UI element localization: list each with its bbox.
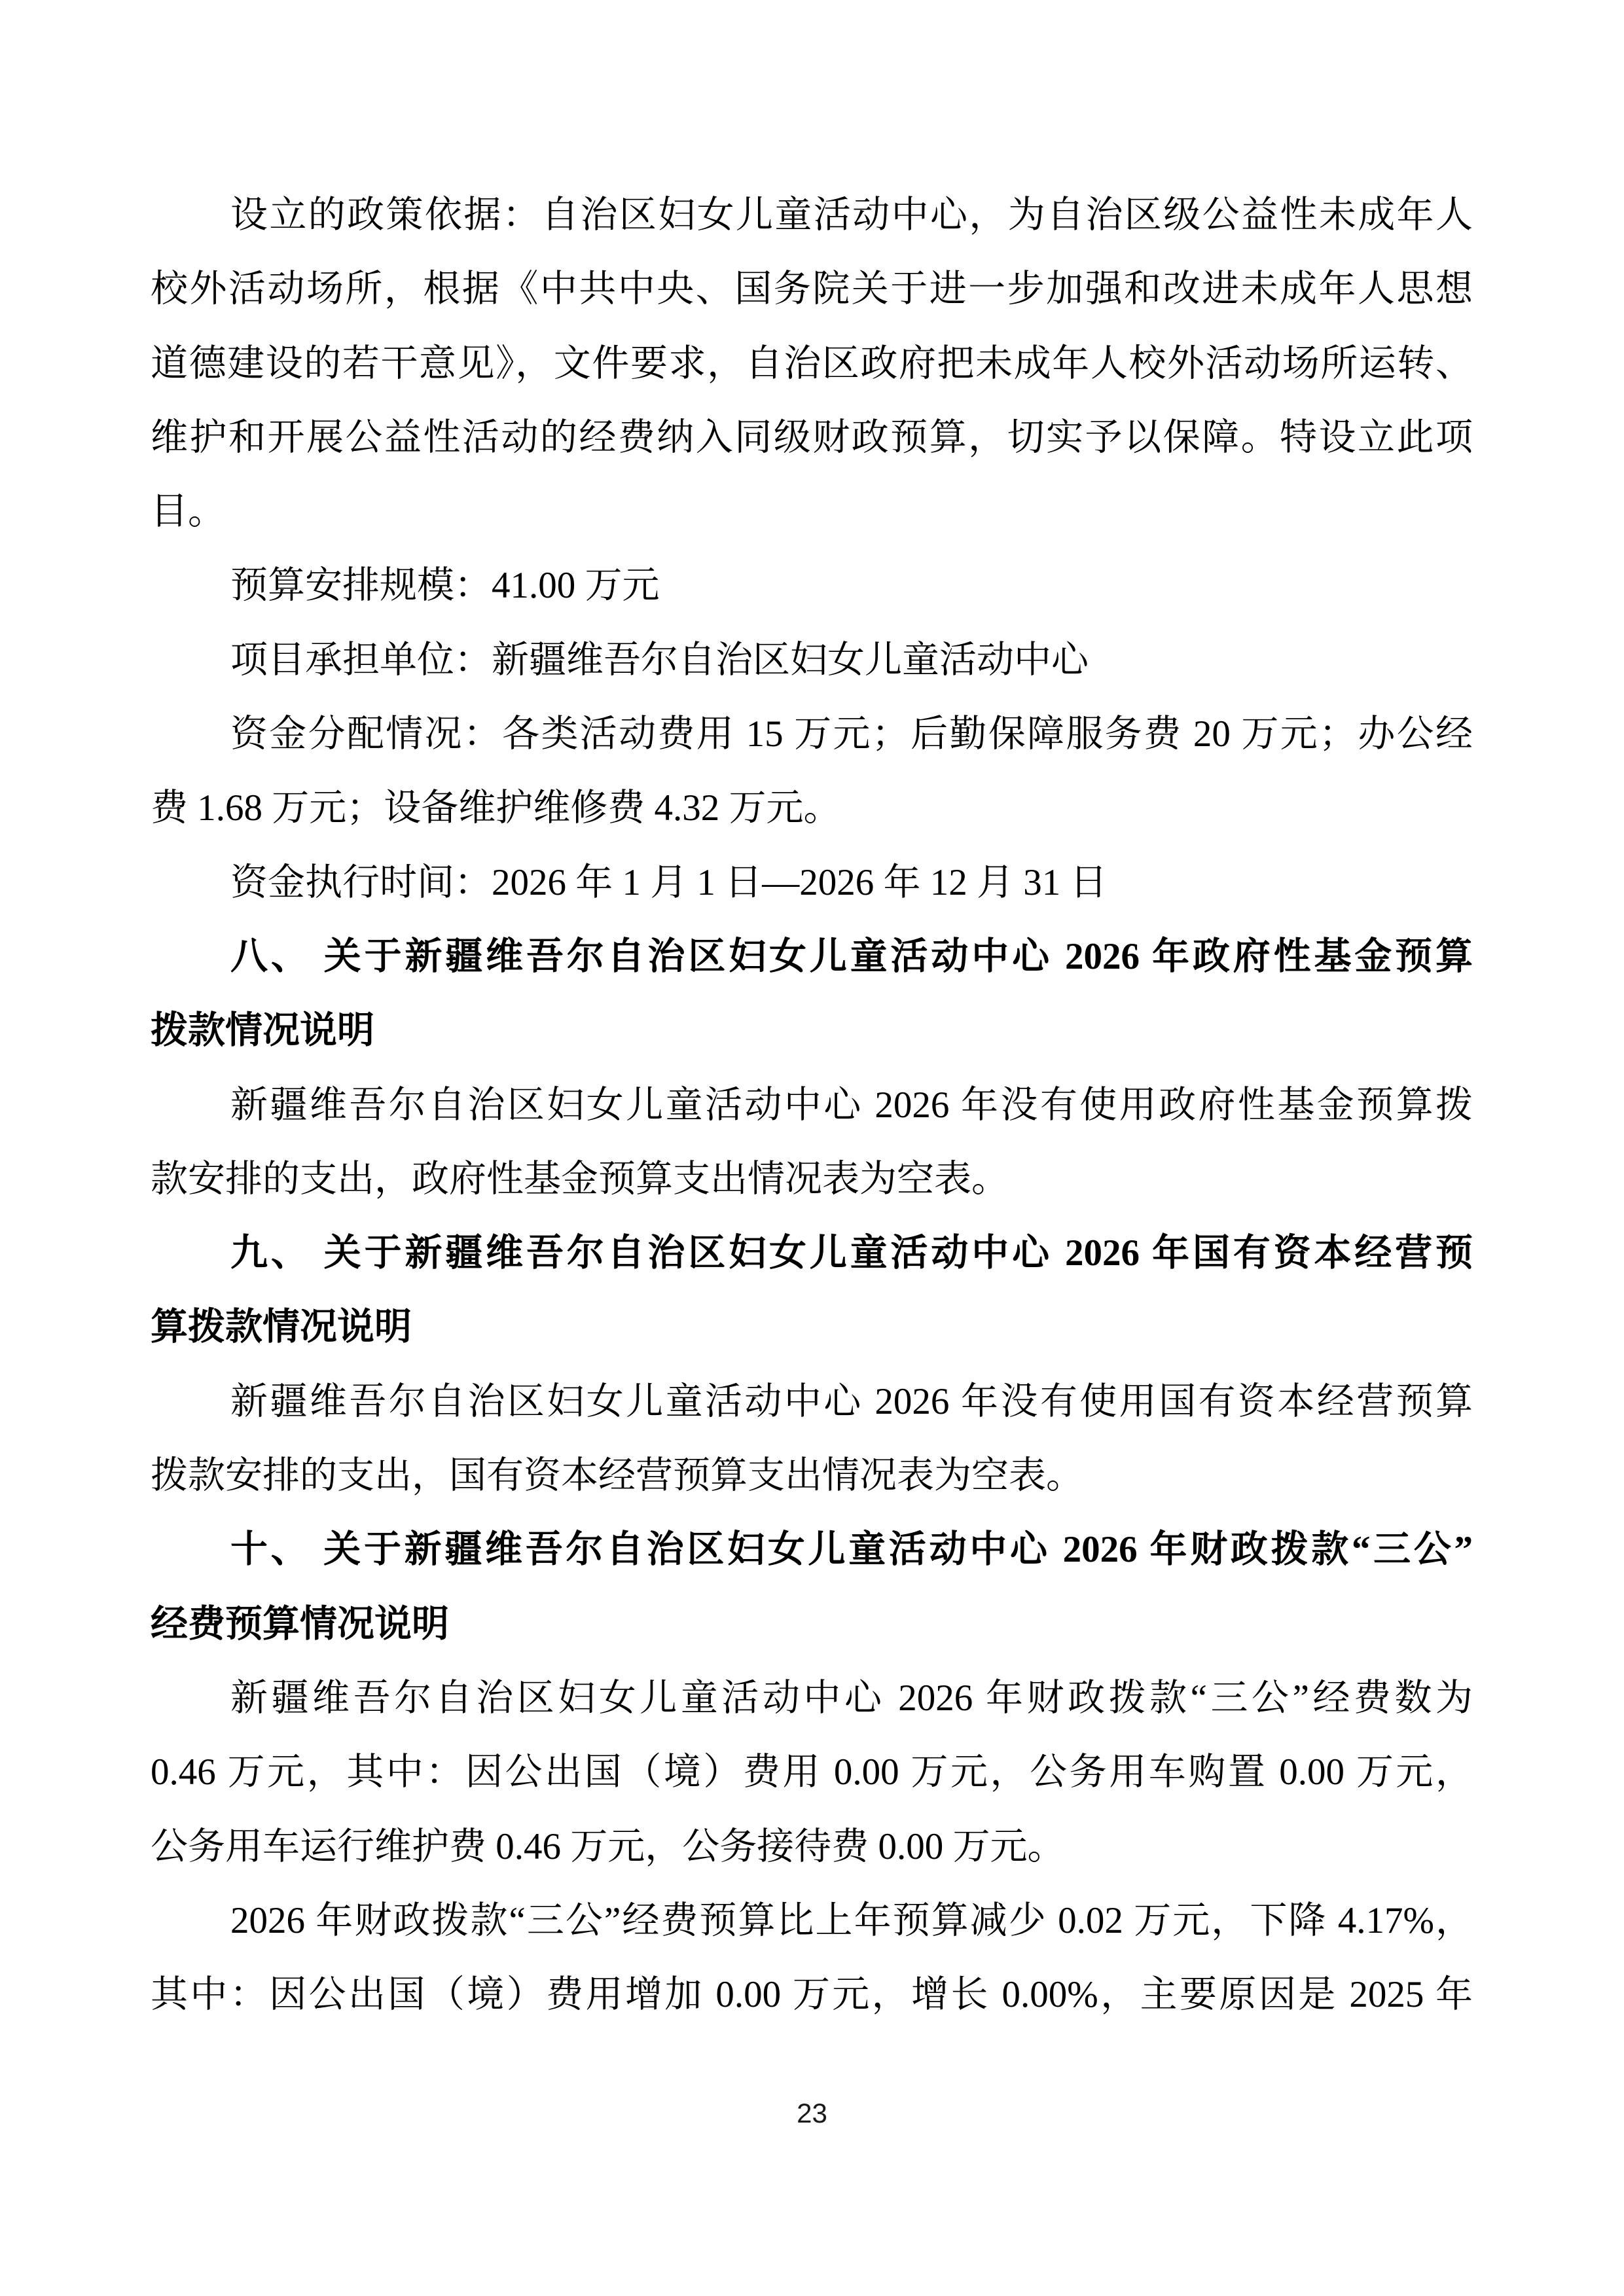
heading-section-9-line: 算拨款情况说明 bbox=[151, 1306, 412, 1348]
para-three-public-line: 0.46 万元，其中：因公出国（境）费用 0.00 万元，公务用车购置 0.00 万元， bbox=[151, 1751, 1473, 1793]
heading-section-10-line: 经费预算情况说明 bbox=[151, 1603, 449, 1645]
heading-section-8-line: 八、 关于新疆维吾尔自治区妇女儿童活动中心 2026 年政府性基金预算 bbox=[230, 935, 1473, 977]
para-section-8-body-line: 款安排的支出，政府性基金预算支出情况表为空表。 bbox=[151, 1158, 1009, 1200]
para-policy-basis-line: 设立的政策依据：自治区妇女儿童活动中心，为自治区级公益性未成年人 bbox=[230, 194, 1473, 236]
para-section-8-body-line: 新疆维吾尔自治区妇女儿童活动中心 2026 年没有使用政府性基金预算拨 bbox=[230, 1084, 1473, 1126]
para-section-9-body-line: 拨款安排的支出，国有资本经营预算支出情况表为空表。 bbox=[151, 1455, 1083, 1497]
para-three-public-line: 新疆维吾尔自治区妇女儿童活动中心 2026 年财政拨款“三公”经费数为 bbox=[230, 1677, 1473, 1719]
para-policy-basis-line: 道德建设的若干意见》，文件要求，自治区政府把未成年人校外活动场所运转、 bbox=[151, 342, 1473, 384]
para-fund-allocation-line: 资金分配情况：各类活动费用 15 万元；后勤保障服务费 20 万元；办公经 bbox=[230, 713, 1473, 755]
para-three-public-change-line: 2026 年财政拨款“三公”经费预算比上年预算减少 0.02 万元，下降 4.17%， bbox=[230, 1899, 1473, 1941]
line-undertaking-unit: 项目承担单位：新疆维吾尔自治区妇女儿童活动中心 bbox=[230, 639, 1089, 681]
heading-section-9-line: 九、 关于新疆维吾尔自治区妇女儿童活动中心 2026 年国有资本经营预 bbox=[230, 1232, 1473, 1274]
para-policy-basis-line: 目。 bbox=[151, 491, 225, 533]
line-budget-scale: 预算安排规模：41.00 万元 bbox=[230, 565, 660, 607]
heading-section-10-line: 十、 关于新疆维吾尔自治区妇女儿童活动中心 2026 年财政拨款“三公” bbox=[230, 1529, 1473, 1571]
para-policy-basis-line: 校外活动场所，根据《中共中央、国务院关于进一步加强和改进未成年人思想 bbox=[151, 268, 1473, 310]
line-fund-execution-time: 资金执行时间：2026 年 1 月 1 日—2026 年 12 月 31 日 bbox=[230, 861, 1108, 903]
page-number: 23 bbox=[797, 2098, 827, 2128]
para-section-9-body-line: 新疆维吾尔自治区妇女儿童活动中心 2026 年没有使用国有资本经营预算 bbox=[230, 1380, 1473, 1422]
para-policy-basis-line: 维护和开展公益性活动的经费纳入同级财政预算，切实予以保障。特设立此项 bbox=[151, 416, 1473, 458]
heading-section-8-line: 拨款情况说明 bbox=[151, 1010, 374, 1052]
page-footer bbox=[0, 2098, 1624, 2129]
para-three-public-line: 公务用车运行维护费 0.46 万元，公务接待费 0.00 万元。 bbox=[151, 1825, 1065, 1867]
para-fund-allocation-line: 费 1.68 万元；设备维护维修费 4.32 万元。 bbox=[151, 787, 841, 829]
document-body bbox=[151, 178, 1473, 2032]
para-three-public-change-line: 其中：因公出国（境）费用增加 0.00 万元，增长 0.00%，主要原因是 2025 年 bbox=[151, 1974, 1473, 2016]
